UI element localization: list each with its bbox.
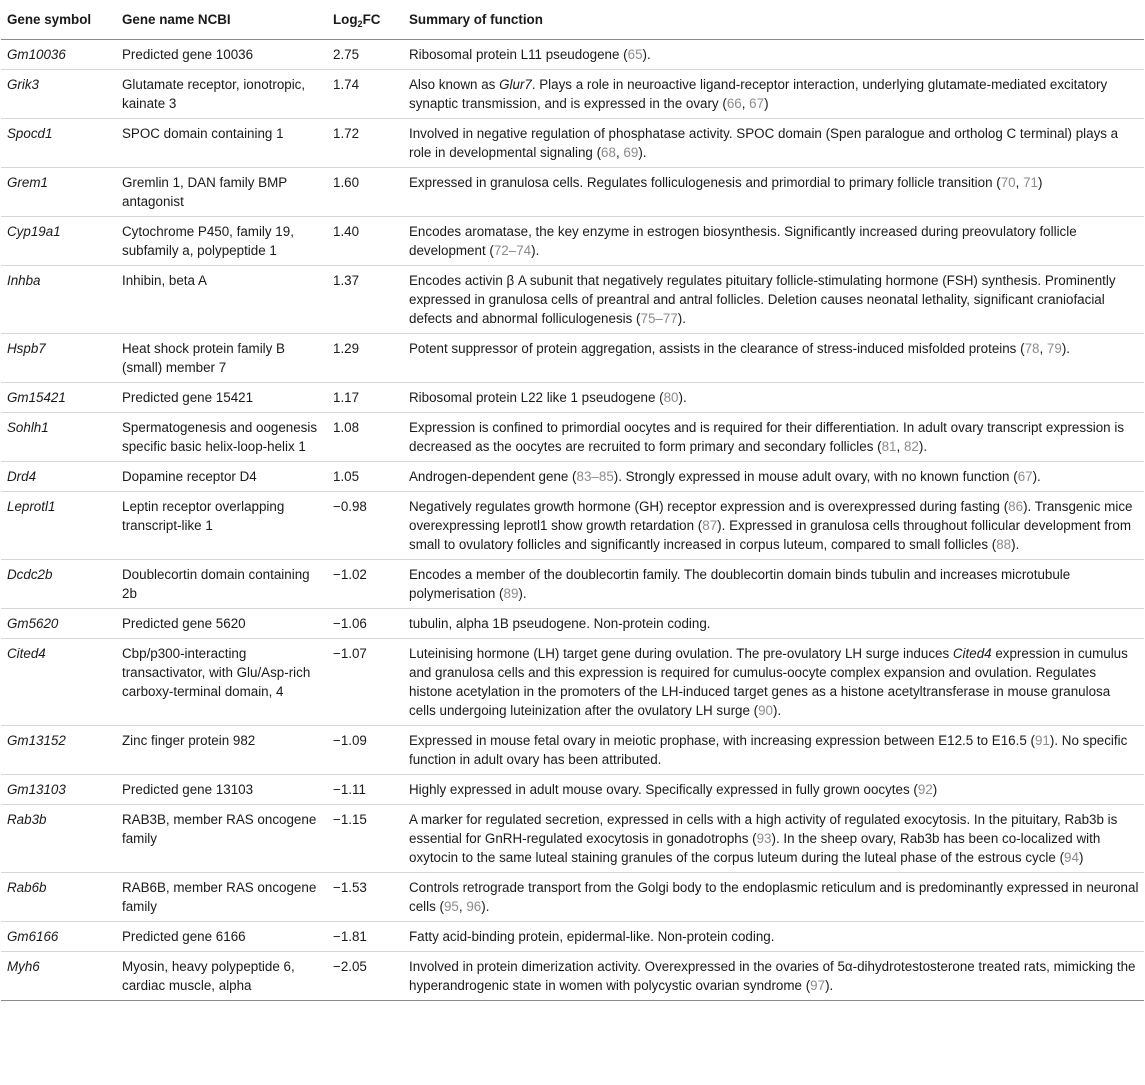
summary-cell xyxy=(403,560,1144,609)
summary-cell xyxy=(403,726,1144,775)
citation-link[interactable]: 72–74 xyxy=(493,243,532,258)
citation-link[interactable]: 75–77 xyxy=(640,311,678,326)
header-gene-symbol: Gene symbol xyxy=(1,0,116,40)
citation-link[interactable]: 92 xyxy=(917,782,933,797)
summary-cell xyxy=(403,266,1144,334)
summary-text: ) xyxy=(1037,175,1043,190)
log2fc-cell: 1.74 xyxy=(327,70,403,119)
table-row xyxy=(1,40,1144,70)
gene-symbol-cell: Leprotl1 xyxy=(1,492,116,560)
log2fc-cell: −1.15 xyxy=(327,805,403,873)
summary-cell xyxy=(403,413,1144,462)
summary-text: ). xyxy=(773,703,782,718)
log2fc-cell: 2.75 xyxy=(327,40,403,70)
gene-symbol-cell: Grem1 xyxy=(1,168,116,217)
italic-gene-text: Glur7 xyxy=(499,77,532,92)
summary-text: Negatively regulates growth hormone (GH) receptor expression and is overexpressed during fasting ( xyxy=(409,499,1009,514)
gene-symbol-cell: Drd4 xyxy=(1,462,116,492)
table-row xyxy=(1,639,1144,726)
summary-text: ). xyxy=(1011,537,1020,552)
log2fc-cell: 1.37 xyxy=(327,266,403,334)
table-row xyxy=(1,560,1144,609)
citation-link[interactable]: 81 xyxy=(881,439,897,454)
citation-link[interactable]: 96 xyxy=(466,899,482,914)
summary-text: ). xyxy=(1061,341,1071,356)
citation-link[interactable]: 88 xyxy=(996,537,1012,552)
summary-cell xyxy=(403,639,1144,726)
gene-table xyxy=(1,0,1144,1001)
log2fc-cell: 1.72 xyxy=(327,119,403,168)
citation-link[interactable]: 69 xyxy=(623,145,639,160)
summary-text: Luteinising hormone (LH) target gene during ovulation. The pre-ovulatory LH surge induces xyxy=(409,646,953,661)
table-row xyxy=(1,805,1144,873)
gene-name-cell: Myosin, heavy polypeptide 6, cardiac muscle, alpha xyxy=(116,952,327,1001)
log2fc-cell: 1.05 xyxy=(327,462,403,492)
summary-text: ). Strongly expressed in mouse adult ovary, with no known function ( xyxy=(613,469,1018,484)
gene-name-cell: Inhibin, beta A xyxy=(116,266,327,334)
gene-name-cell: Doublecortin domain containing 2b xyxy=(116,560,327,609)
log2fc-cell: −1.11 xyxy=(327,775,403,805)
citation-link[interactable]: 95 xyxy=(443,899,459,914)
summary-text: A marker for regulated secretion, expressed in cells with a high activity of regulated exocytosis. In the pituitary, Rab3b is essential for GnRH-regulated exocytosis in gonadotrophs ( xyxy=(409,812,1118,846)
summary-text: Potent suppressor of protein aggregation, assists in the clearance of stress-induced misfolded proteins ( xyxy=(409,341,1025,356)
gene-symbol-cell: Inhba xyxy=(1,266,116,334)
citation-link[interactable]: 80 xyxy=(663,390,679,405)
citation-link[interactable]: 67 xyxy=(1017,469,1033,484)
summary-text: ) xyxy=(1078,850,1084,865)
gene-name-cell: Predicted gene 10036 xyxy=(116,40,327,70)
gene-name-cell: Predicted gene 6166 xyxy=(116,922,327,952)
gene-symbol-cell: Gm6166 xyxy=(1,922,116,952)
gene-name-cell: Leptin receptor overlapping transcript-like 1 xyxy=(116,492,327,560)
summary-text: , xyxy=(458,899,467,914)
summary-text: ). xyxy=(1032,469,1041,484)
gene-name-cell: Spermatogenesis and oogenesis specific basic helix-loop-helix 1 xyxy=(116,413,327,462)
log2fc-cell: −1.53 xyxy=(327,873,403,922)
citation-link[interactable]: 68 xyxy=(601,145,616,160)
gene-name-cell: Zinc finger protein 982 xyxy=(116,726,327,775)
summary-text: Ribosomal protein L22 like 1 pseudogene ( xyxy=(409,390,664,405)
summary-text: ). xyxy=(918,439,928,454)
table-row xyxy=(1,217,1144,266)
citation-link[interactable]: 67 xyxy=(749,96,765,111)
table-row xyxy=(1,334,1144,383)
gene-symbol-cell: Hspb7 xyxy=(1,334,116,383)
summary-cell xyxy=(403,805,1144,873)
log2fc-cell: −2.05 xyxy=(327,952,403,1001)
gene-symbol-cell: Myh6 xyxy=(1,952,116,1001)
header-row xyxy=(1,0,1144,40)
log2fc-cell: 1.29 xyxy=(327,334,403,383)
summary-cell xyxy=(403,40,1144,70)
gene-name-cell: Cytochrome P450, family 19, subfamily a, polypeptide 1 xyxy=(116,217,327,266)
citation-link[interactable]: 90 xyxy=(758,703,774,718)
gene-symbol-cell: Dcdc2b xyxy=(1,560,116,609)
summary-text: ). Transgenic mice overexpressing leprotl1 show growth retardation ( xyxy=(409,499,1133,533)
citation-link[interactable]: 79 xyxy=(1046,341,1062,356)
table-row xyxy=(1,726,1144,775)
summary-text: , xyxy=(896,439,904,454)
summary-text: , xyxy=(741,96,750,111)
summary-text: ). In the sheep ovary, Rab3b has been co-localized with oxytocin to the same luteal staining granules of the corpus luteum during the luteal phase of the estrous cycle ( xyxy=(409,831,1101,865)
citation-link[interactable]: 86 xyxy=(1008,499,1024,514)
summary-text: ). xyxy=(677,311,686,326)
summary-text: Expression is confined to primordial oocytes and is required for their differentiation. In adult ovary transcript expression is decreased as the oocytes are recruited to form primary and secondary follicles ( xyxy=(409,420,1125,454)
gene-symbol-cell: Gm10036 xyxy=(1,40,116,70)
gene-name-cell: RAB6B, member RAS oncogene family xyxy=(116,873,327,922)
citation-link[interactable]: 97 xyxy=(810,978,826,993)
table-row xyxy=(1,119,1144,168)
summary-text: Involved in protein dimerization activity. Overexpressed in the ovaries of 5α-dihydrotestosterone treated rats, mimicking the hyperandrogenic state in women with polycystic ovarian syndrome ( xyxy=(409,959,1136,993)
italic-gene-text: Cited4 xyxy=(952,646,992,661)
summary-text: Ribosomal protein L11 pseudogene ( xyxy=(409,47,628,62)
header-gene-name: Gene name NCBI xyxy=(116,0,327,40)
citation-link[interactable]: 83–85 xyxy=(576,469,614,484)
summary-text: Also known as xyxy=(409,77,500,92)
summary-text: ). xyxy=(531,243,540,258)
summary-text: ). No specific function in adult ovary has been attributed. xyxy=(409,733,1128,767)
gene-name-cell: Predicted gene 13103 xyxy=(116,775,327,805)
gene-symbol-cell: Gm13103 xyxy=(1,775,116,805)
table-row xyxy=(1,168,1144,217)
summary-text: . Plays a role in neuroactive ligand-receptor interaction, underlying glutamate-mediated excitatory synaptic transmission, and is expressed in the ovary ( xyxy=(409,77,1108,111)
gene-name-cell: Dopamine receptor D4 xyxy=(116,462,327,492)
summary-text: , xyxy=(1039,341,1047,356)
summary-cell xyxy=(403,383,1144,413)
summary-text: ) xyxy=(932,782,938,797)
summary-text: , xyxy=(1015,175,1024,190)
gene-symbol-cell: Grik3 xyxy=(1,70,116,119)
summary-cell xyxy=(403,168,1144,217)
citation-link[interactable]: 82 xyxy=(903,439,919,454)
summary-cell xyxy=(403,952,1144,1001)
gene-name-cell: Glutamate receptor, ionotropic, kainate 3 xyxy=(116,70,327,119)
table-row xyxy=(1,492,1144,560)
table-header xyxy=(1,0,1144,40)
table-row xyxy=(1,922,1144,952)
gene-name-cell: Predicted gene 5620 xyxy=(116,609,327,639)
summary-cell xyxy=(403,775,1144,805)
table-row xyxy=(1,70,1144,119)
summary-text: Fatty acid-binding protein, epidermal-like. Non-protein coding. xyxy=(409,929,775,944)
summary-cell xyxy=(403,922,1144,952)
gene-symbol-cell: Cited4 xyxy=(1,639,116,726)
summary-text: Involved in negative regulation of phosphatase activity. SPOC domain (Spen paralogue and ortholog C terminal) plays a role in developmental signaling ( xyxy=(409,126,1119,160)
gene-symbol-cell: Gm5620 xyxy=(1,609,116,639)
table-row xyxy=(1,462,1144,492)
gene-symbol-cell: Gm15421 xyxy=(1,383,116,413)
gene-symbol-cell: Rab6b xyxy=(1,873,116,922)
summary-text: , xyxy=(615,145,624,160)
citation-link[interactable]: 71 xyxy=(1023,175,1038,190)
log2fc-cell: −1.81 xyxy=(327,922,403,952)
summary-cell xyxy=(403,492,1144,560)
summary-cell xyxy=(403,70,1144,119)
gene-name-cell: Gremlin 1, DAN family BMP antagonist xyxy=(116,168,327,217)
citation-link[interactable]: 65 xyxy=(627,47,643,62)
log2fc-cell: −1.07 xyxy=(327,639,403,726)
citation-link[interactable]: 93 xyxy=(756,831,772,846)
gene-symbol-cell: Sohlh1 xyxy=(1,413,116,462)
log2fc-cell: −0.98 xyxy=(327,492,403,560)
summary-text: Androgen-dependent gene ( xyxy=(409,469,577,484)
citation-link[interactable]: 66 xyxy=(726,96,742,111)
table-row xyxy=(1,413,1144,462)
gene-symbol-cell: Gm13152 xyxy=(1,726,116,775)
log2fc-cell: −1.06 xyxy=(327,609,403,639)
header-log2fc-subscript: 2 xyxy=(357,19,363,29)
summary-text: Controls retrograde transport from the Golgi body to the endoplasmic reticulum and is predominantly expressed in neuronal cells ( xyxy=(409,880,1139,914)
citation-link[interactable]: 78 xyxy=(1024,341,1040,356)
summary-text: Expressed in granulosa cells. Regulates folliculogenesis and primordial to primary follicle transition ( xyxy=(409,175,1001,190)
summary-cell xyxy=(403,609,1144,639)
summary-text: ). xyxy=(678,390,687,405)
table-row xyxy=(1,775,1144,805)
summary-text: ). xyxy=(825,978,834,993)
log2fc-cell: 1.17 xyxy=(327,383,403,413)
header-log2fc-prefix: Log xyxy=(333,12,358,27)
log2fc-cell: −1.02 xyxy=(327,560,403,609)
table-row xyxy=(1,266,1144,334)
summary-text: Encodes a member of the doublecortin family. The doublecortin domain binds tubulin and increases microtubule polymerisation ( xyxy=(409,567,1071,601)
citation-link[interactable]: 91 xyxy=(1034,733,1050,748)
summary-text: ). xyxy=(481,899,490,914)
summary-text: ). xyxy=(642,47,651,62)
table-row xyxy=(1,873,1144,922)
gene-name-cell: RAB3B, member RAS oncogene family xyxy=(116,805,327,873)
summary-cell xyxy=(403,217,1144,266)
gene-symbol-cell: Rab3b xyxy=(1,805,116,873)
gene-name-cell: Predicted gene 15421 xyxy=(116,383,327,413)
gene-name-cell: Cbp/p300-interacting transactivator, with Glu/Asp-rich carboxy-terminal domain, 4 xyxy=(116,639,327,726)
summary-cell xyxy=(403,334,1144,383)
summary-text: Encodes activin β A subunit that negatively regulates pituitary follicle-stimulating hormone (FSH) synthesis. Prominently expressed in granulosa cells of preantral and antral follicles. Deletion causes neonatal lethality, significant craniofacial defects and abnormal folliculogenesis ( xyxy=(409,273,1116,326)
summary-text: ) xyxy=(764,96,769,111)
summary-text: Expressed in mouse fetal ovary in meiotic prophase, with increasing expression between E12.5 to E16.5 ( xyxy=(409,733,1035,748)
header-log2fc-suffix: FC xyxy=(362,12,381,27)
log2fc-cell: 1.08 xyxy=(327,413,403,462)
summary-text: ). Expressed in granulosa cells throughout follicular development from small to ovulatory follicles and significantly increased in corpus luteum, compared to small follicles ( xyxy=(409,518,1132,552)
table-body xyxy=(1,40,1144,1001)
summary-text: Highly expressed in adult mouse ovary. Specifically expressed in fully grown oocytes ( xyxy=(409,782,918,797)
citation-link[interactable]: 89 xyxy=(503,586,519,601)
summary-text: Encodes aromatase, the key enzyme in estrogen biosynthesis. Significantly increased during preovulatory follicle development ( xyxy=(409,224,1077,258)
gene-symbol-cell: Spocd1 xyxy=(1,119,116,168)
table-row xyxy=(1,609,1144,639)
summary-cell xyxy=(403,119,1144,168)
gene-symbol-cell: Cyp19a1 xyxy=(1,217,116,266)
summary-text: expression in cumulus and granulosa cells and this expression is required for cumulus-oocyte complex expansion and ovulation. Regulates histone acetylation in the promoters of the LH-induced target genes as a histone acetyltransferase in mouse granulosa cells undergoing luteinization after the ovulatory LH surge ( xyxy=(409,646,1128,718)
header-log2fc xyxy=(327,0,403,40)
citation-link[interactable]: 94 xyxy=(1064,850,1079,865)
citation-link[interactable]: 87 xyxy=(702,518,718,533)
table-row xyxy=(1,383,1144,413)
log2fc-cell: −1.09 xyxy=(327,726,403,775)
table-row xyxy=(1,952,1144,1001)
summary-cell xyxy=(403,873,1144,922)
summary-text: ). xyxy=(638,145,647,160)
gene-name-cell: SPOC domain containing 1 xyxy=(116,119,327,168)
gene-name-cell: Heat shock protein family B (small) member 7 xyxy=(116,334,327,383)
log2fc-cell: 1.60 xyxy=(327,168,403,217)
summary-cell xyxy=(403,462,1144,492)
citation-link[interactable]: 70 xyxy=(1000,175,1016,190)
log2fc-cell: 1.40 xyxy=(327,217,403,266)
header-summary: Summary of function xyxy=(403,0,1144,40)
summary-text: ). xyxy=(518,586,527,601)
summary-text: tubulin, alpha 1B pseudogene. Non-protein coding. xyxy=(409,616,711,631)
